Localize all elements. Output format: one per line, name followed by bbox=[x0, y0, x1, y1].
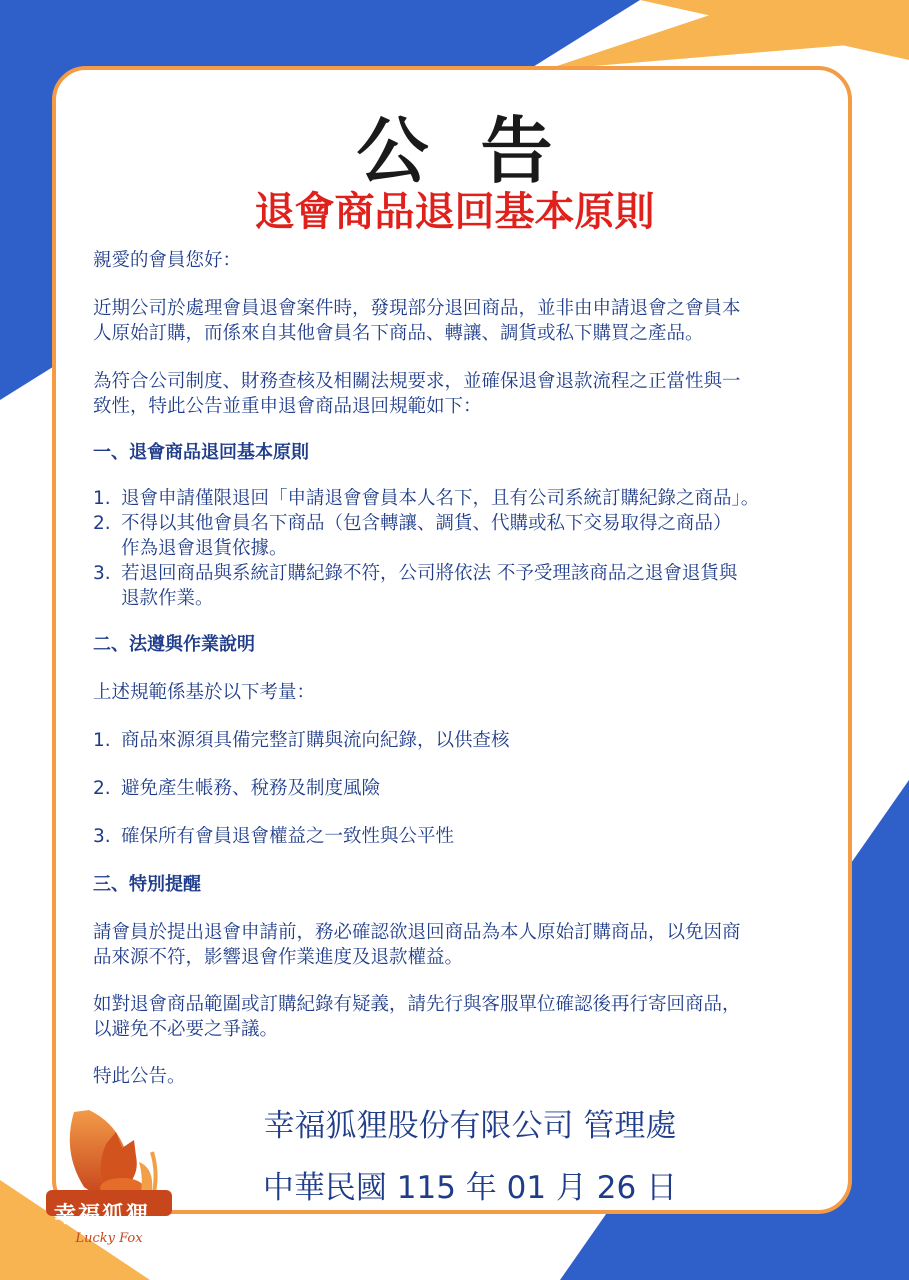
item-number: 3. bbox=[93, 826, 111, 847]
greeting: 親愛的會員您好： bbox=[93, 250, 242, 271]
item-text: 若退回商品與系統訂購紀錄不符，公司將依法 不予受理該商品之退會退貨與 bbox=[121, 563, 738, 584]
list-item bbox=[93, 824, 813, 849]
list-item bbox=[93, 728, 813, 753]
list-item bbox=[93, 561, 833, 611]
item-number: 2. bbox=[93, 513, 111, 534]
item-text: 商品來源須具備完整訂購與流向紀錄，以供查核 bbox=[121, 730, 510, 751]
section-1-list bbox=[93, 486, 833, 611]
brand-logo-text bbox=[44, 1198, 174, 1246]
closing-text: 特此公告。 bbox=[93, 1066, 186, 1087]
item-text: 不得以其他會員名下商品（包含轉讓、調貨、代購或私下交易取得之商品） bbox=[121, 513, 732, 534]
section-2-intro: 上述規範係基於以下考量： bbox=[93, 682, 316, 703]
brand-name-en: Lucky Fox bbox=[75, 1231, 143, 1246]
text-line: 人原始訂購，而係來自其他會員名下商品、轉讓、調貨或私下購買之產品。 bbox=[93, 323, 704, 344]
item-number: 3. bbox=[93, 563, 111, 584]
text-line: 如對退會商品範圍或訂購紀錄有疑義，請先行與客服單位確認後再行寄回商品， bbox=[93, 994, 741, 1015]
notice-subtitle: 退會商品退回基本原則 bbox=[254, 189, 655, 235]
text-line: 為符合公司制度、財務查核及相關法規要求，並確保退會退款流程之正當性與一 bbox=[93, 371, 741, 392]
registered-mark: ® bbox=[150, 1198, 164, 1214]
company-name: 幸福狐狸股份有限公司 管理處 bbox=[263, 1108, 677, 1144]
section-2-heading: 二、法遵與作業說明 bbox=[93, 634, 255, 655]
item-number: 2. bbox=[93, 778, 111, 799]
reminder-paragraph-1 bbox=[93, 920, 813, 970]
text-line: 致性，特此公告並重申退會商品退回規範如下： bbox=[93, 396, 482, 417]
section-3-heading: 三、特別提醒 bbox=[93, 874, 201, 895]
reminder-paragraph-2 bbox=[93, 992, 813, 1042]
item-number: 1. bbox=[93, 488, 111, 509]
list-item bbox=[93, 511, 833, 561]
text-line: 請會員於提出退會申請前，務必確認欲退回商品為本人原始訂購商品，以免因商 bbox=[93, 922, 741, 943]
list-item bbox=[93, 486, 833, 511]
notice-date: 中華民國 115 年 01 月 26 日 bbox=[262, 1170, 678, 1206]
brand-name-cn: 幸福狐狸 bbox=[53, 1202, 150, 1228]
item-number: 1. bbox=[93, 730, 111, 751]
text-line: 以避免不必要之爭議。 bbox=[93, 1019, 279, 1040]
item-text: 退款作業。 bbox=[121, 588, 214, 609]
item-text: 作為退會退貨依據。 bbox=[121, 538, 288, 559]
item-text: 確保所有會員退會權益之一致性與公平性 bbox=[121, 826, 455, 847]
intro-paragraph-2 bbox=[93, 369, 813, 419]
intro-paragraph-1 bbox=[93, 296, 813, 346]
brand-logo bbox=[44, 1092, 174, 1246]
item-text: 退會申請僅限退回「申請退會會員本人名下，且有公司系統訂購紀錄之商品」。 bbox=[121, 488, 760, 509]
text-line: 近期公司於處理會員退會案件時，發現部分退回商品，並非由申請退會之會員本 bbox=[93, 298, 741, 319]
notice-title: 公告 bbox=[356, 109, 605, 193]
list-item bbox=[93, 776, 813, 801]
section-1-heading: 一、退會商品退回基本原則 bbox=[93, 442, 309, 463]
text-line: 品來源不符，影響退會作業進度及退款權益。 bbox=[93, 947, 464, 968]
item-text: 避免產生帳務、稅務及制度風險 bbox=[121, 778, 381, 799]
